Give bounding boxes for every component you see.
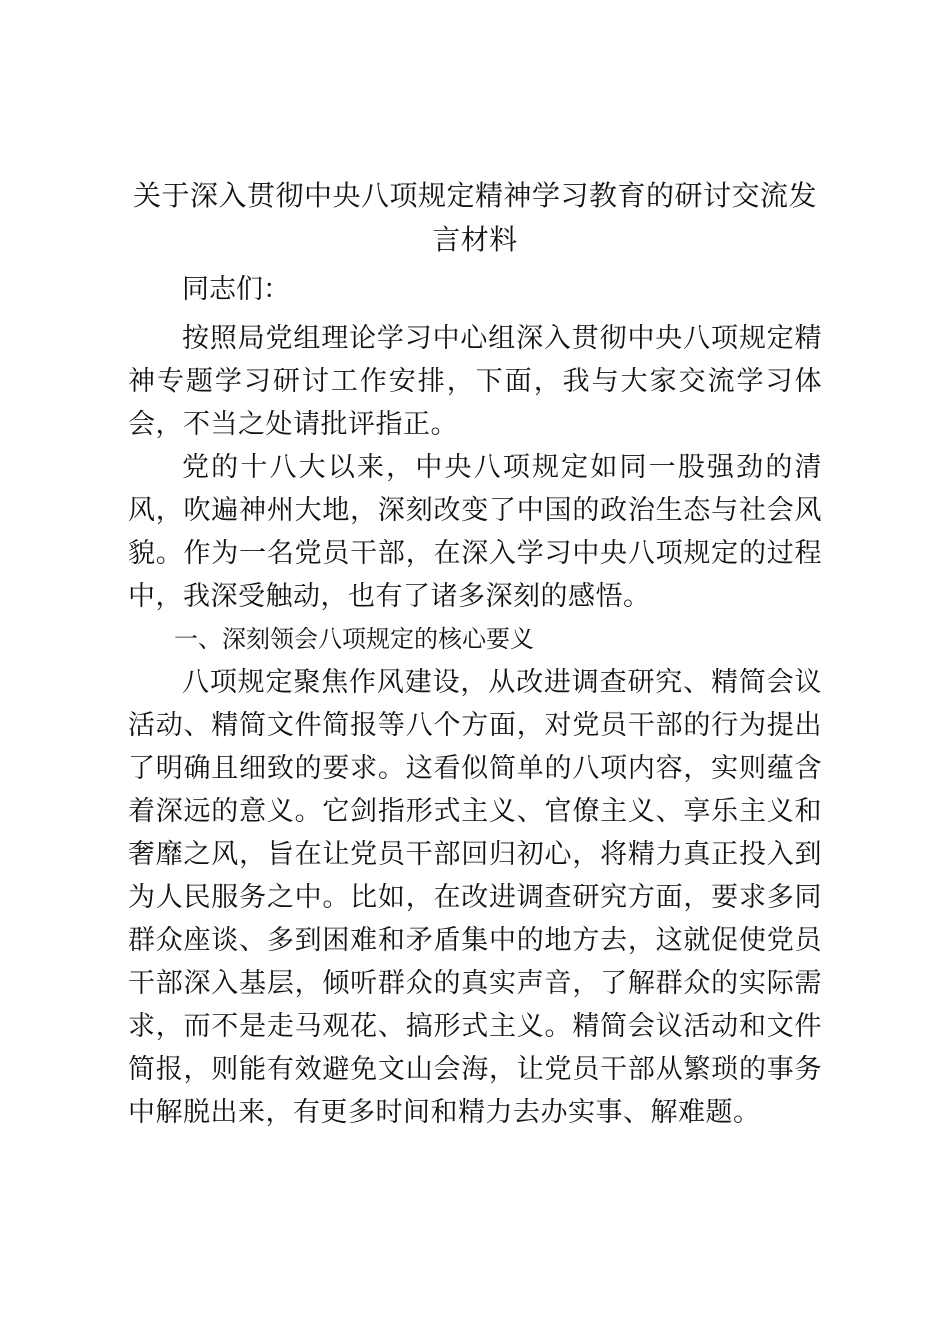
paragraph-intro: 按照局党组理论学习中心组深入贯彻中央八项规定精神专题学习研讨工作安排，下面，我与大家交流学习体会，不当之处请批评指正。 bbox=[128, 323, 822, 440]
greeting: 同志们： bbox=[182, 274, 290, 305]
paragraph-section-one: 八项规定聚焦作风建设，从改进调查研究、精简会议活动、精简文件简报等八个方面，对党员干部的行为提出了明确且细致的要求。这看似简单的八项内容，实则蕴含着深远的意义。它剑指形式主义、官僚主义、享乐主义和奢靡之风，旨在让党员干部回归初心，将精力真正投入到为人民服务之中。比如，在改进调查研究方面，要求多同群众座谈、多到困难和矛盾集中的地方去，这就促使党员干部深入基层，倾听群众的真实声音，了解群众的实际需求，而不是走马观花、搞形式主义。精简会议活动和文件简报，则能有效避免文山会海，让党员干部从繁琐的事务中解脱出来，有更多时间和精力去办实事、解难题。 bbox=[128, 667, 822, 1128]
document-body bbox=[128, 174, 822, 1134]
paragraph-background: 党的十八大以来，中央八项规定如同一股强劲的清风，吹遍神州大地，深刻改变了中国的政治生态与社会风貌。作为一名党员干部，在深入学习中央八项规定的过程中，我深受触动，也有了诸多深刻的感悟。 bbox=[128, 452, 822, 612]
section-heading: 一、深刻领会八项规定的核心要义 bbox=[174, 625, 534, 653]
document-title: 关于深入贯彻中央八项规定精神学习教育的研讨交流发言材料 bbox=[132, 179, 817, 256]
